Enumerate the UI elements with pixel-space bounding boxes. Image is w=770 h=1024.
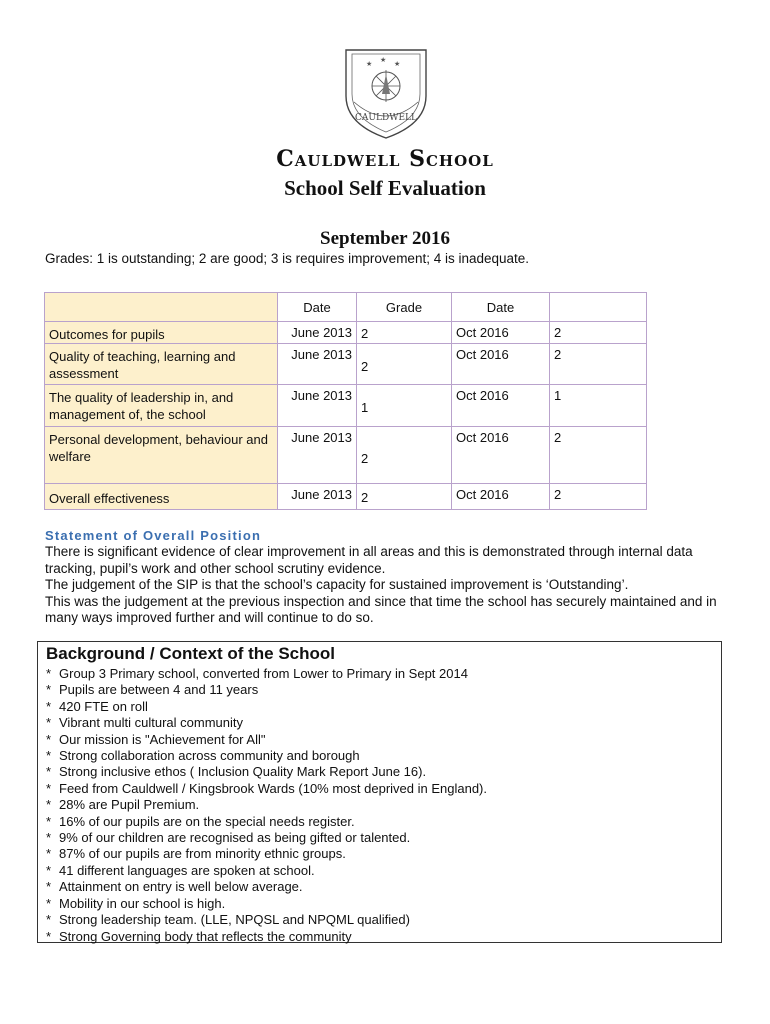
row-label: Personal development, behaviour and welfare bbox=[45, 427, 278, 484]
header-cell-label bbox=[45, 293, 278, 322]
row-grade2: 1 bbox=[550, 385, 647, 427]
statement-body bbox=[45, 544, 735, 627]
list-item-text: Strong inclusive ethos ( Inclusion Quality Mark Report June 16). bbox=[59, 764, 427, 780]
row-grade1: 2 bbox=[357, 344, 452, 385]
statement-paragraph: The judgement of the SIP is that the school’s capacity for sustained improvement is ‘Outstanding’. bbox=[45, 577, 629, 592]
row-grade2: 2 bbox=[550, 484, 647, 510]
list-item-text: Mobility in our school is high. bbox=[59, 895, 226, 911]
list-item bbox=[46, 682, 487, 698]
table-header-row bbox=[45, 293, 647, 322]
row-grade1: 2 bbox=[357, 322, 452, 344]
school-name: Cauldwell School bbox=[276, 146, 494, 172]
row-grade2: 2 bbox=[550, 322, 647, 344]
svg-text:★: ★ bbox=[394, 61, 401, 68]
row-grade1: 2 bbox=[357, 484, 452, 510]
row-grade2: 2 bbox=[550, 427, 647, 484]
list-item-text: Feed from Cauldwell / Kingsbrook Wards (10% most deprived in England). bbox=[59, 780, 487, 796]
list-item-text: 41 different languages are spoken at school. bbox=[59, 862, 315, 878]
list-item bbox=[46, 732, 487, 748]
background-title: Background / Context of the School bbox=[46, 644, 336, 663]
bullet-star: * bbox=[46, 846, 52, 862]
svg-text:★: ★ bbox=[366, 61, 373, 68]
list-item-text: 420 FTE on roll bbox=[59, 698, 148, 714]
list-item bbox=[46, 912, 487, 928]
list-item bbox=[46, 699, 487, 715]
bullet-star: * bbox=[46, 912, 52, 928]
list-item bbox=[46, 748, 487, 764]
bullet-star: * bbox=[46, 764, 52, 780]
list-item-text: 16% of our pupils are on the special needs register. bbox=[59, 813, 355, 829]
bullet-star: * bbox=[46, 698, 52, 714]
svg-text:CAULDWELL: CAULDWELL bbox=[355, 113, 417, 123]
statement-paragraph: There is significant evidence of clear improvement in all areas and this is demonstrated through internal data tracking, pupil’s work and other school scrutiny evidence. bbox=[45, 544, 693, 576]
list-item bbox=[46, 846, 487, 862]
header-cell-date1: Date bbox=[278, 293, 357, 322]
table-row bbox=[45, 484, 647, 510]
table-row bbox=[45, 427, 647, 484]
list-item-text: 28% are Pupil Premium. bbox=[59, 797, 200, 813]
bullet-star: * bbox=[46, 780, 52, 796]
bullet-star: * bbox=[46, 797, 52, 813]
grades-table bbox=[44, 292, 647, 510]
list-item bbox=[46, 863, 487, 879]
list-item-text: Strong leadership team. (LLE, NPQSL and NPQML qualified) bbox=[59, 912, 410, 928]
row-date1: June 2013 bbox=[278, 322, 357, 344]
list-item-text: Vibrant multi cultural community bbox=[59, 715, 243, 731]
bullet-star: * bbox=[46, 879, 52, 895]
row-grade1: 2 bbox=[357, 427, 452, 484]
row-date2: Oct 2016 bbox=[452, 344, 550, 385]
list-item-text: Attainment on entry is well below average. bbox=[59, 879, 303, 895]
row-date1: June 2013 bbox=[278, 385, 357, 427]
bullet-star: * bbox=[46, 715, 52, 731]
document-title: School Self Evaluation bbox=[284, 176, 486, 200]
bullet-star: * bbox=[46, 830, 52, 846]
table-row bbox=[45, 344, 647, 385]
list-item bbox=[46, 781, 487, 797]
list-item bbox=[46, 879, 487, 895]
row-grade2: 2 bbox=[550, 344, 647, 385]
row-date1: June 2013 bbox=[278, 427, 357, 484]
svg-text:★: ★ bbox=[380, 57, 387, 64]
school-crest-logo bbox=[336, 44, 436, 142]
table-row bbox=[45, 385, 647, 427]
row-label: Outcomes for pupils bbox=[45, 322, 278, 344]
row-date2: Oct 2016 bbox=[452, 385, 550, 427]
bullet-star: * bbox=[46, 813, 52, 829]
list-item bbox=[46, 896, 487, 912]
bullet-star: * bbox=[46, 731, 52, 747]
bullet-star: * bbox=[46, 666, 52, 681]
bullet-star: * bbox=[46, 748, 52, 764]
bullet-star: * bbox=[46, 928, 52, 944]
row-date1: June 2013 bbox=[278, 344, 357, 385]
row-date1: June 2013 bbox=[278, 484, 357, 510]
bullet-star: * bbox=[46, 895, 52, 911]
row-label: Quality of teaching, learning and assessment bbox=[45, 344, 278, 385]
list-item bbox=[46, 797, 487, 813]
bullet-star: * bbox=[46, 862, 52, 878]
statement-heading: Statement of Overall Position bbox=[45, 528, 262, 543]
list-item bbox=[46, 764, 487, 780]
background-list bbox=[46, 666, 487, 945]
list-item-text: Our mission is "Achievement for All" bbox=[59, 731, 266, 747]
list-item bbox=[46, 814, 487, 830]
header-cell-date2: Date bbox=[452, 293, 550, 322]
list-item bbox=[46, 715, 487, 731]
row-label: The quality of leadership in, and management of, the school bbox=[45, 385, 278, 427]
grades-note: Grades: 1 is outstanding; 2 are good; 3 is requires improvement; 4 is inadequate. bbox=[45, 251, 530, 266]
table-row bbox=[45, 322, 647, 344]
document-date: September 2016 bbox=[320, 228, 450, 249]
list-item-text: Pupils are between 4 and 11 years bbox=[59, 682, 259, 698]
background-context-box bbox=[37, 641, 722, 943]
list-item-text: Strong collaboration across community and borough bbox=[59, 748, 360, 764]
list-item bbox=[46, 830, 487, 846]
list-item-text: Group 3 Primary school, converted from Lower to Primary in Sept 2014 bbox=[59, 666, 468, 681]
list-item-text: 9% of our children are recognised as being gifted or talented. bbox=[59, 830, 411, 846]
header-cell-grade: Grade bbox=[357, 293, 452, 322]
row-date2: Oct 2016 bbox=[452, 484, 550, 510]
header-cell-grade2 bbox=[550, 293, 647, 322]
list-item bbox=[46, 929, 487, 945]
row-label: Overall effectiveness bbox=[45, 484, 278, 510]
list-item bbox=[46, 666, 487, 682]
row-grade1: 1 bbox=[357, 385, 452, 427]
list-item-text: 87% of our pupils are from minority ethnic groups. bbox=[59, 846, 346, 862]
bullet-star: * bbox=[46, 682, 52, 698]
list-item-text: Strong Governing body that reflects the community bbox=[59, 928, 352, 944]
row-date2: Oct 2016 bbox=[452, 322, 550, 344]
row-date2: Oct 2016 bbox=[452, 427, 550, 484]
statement-paragraph: This was the judgement at the previous inspection and since that time the school has securely maintained and in many ways improved further and will continue to do so. bbox=[45, 593, 717, 625]
